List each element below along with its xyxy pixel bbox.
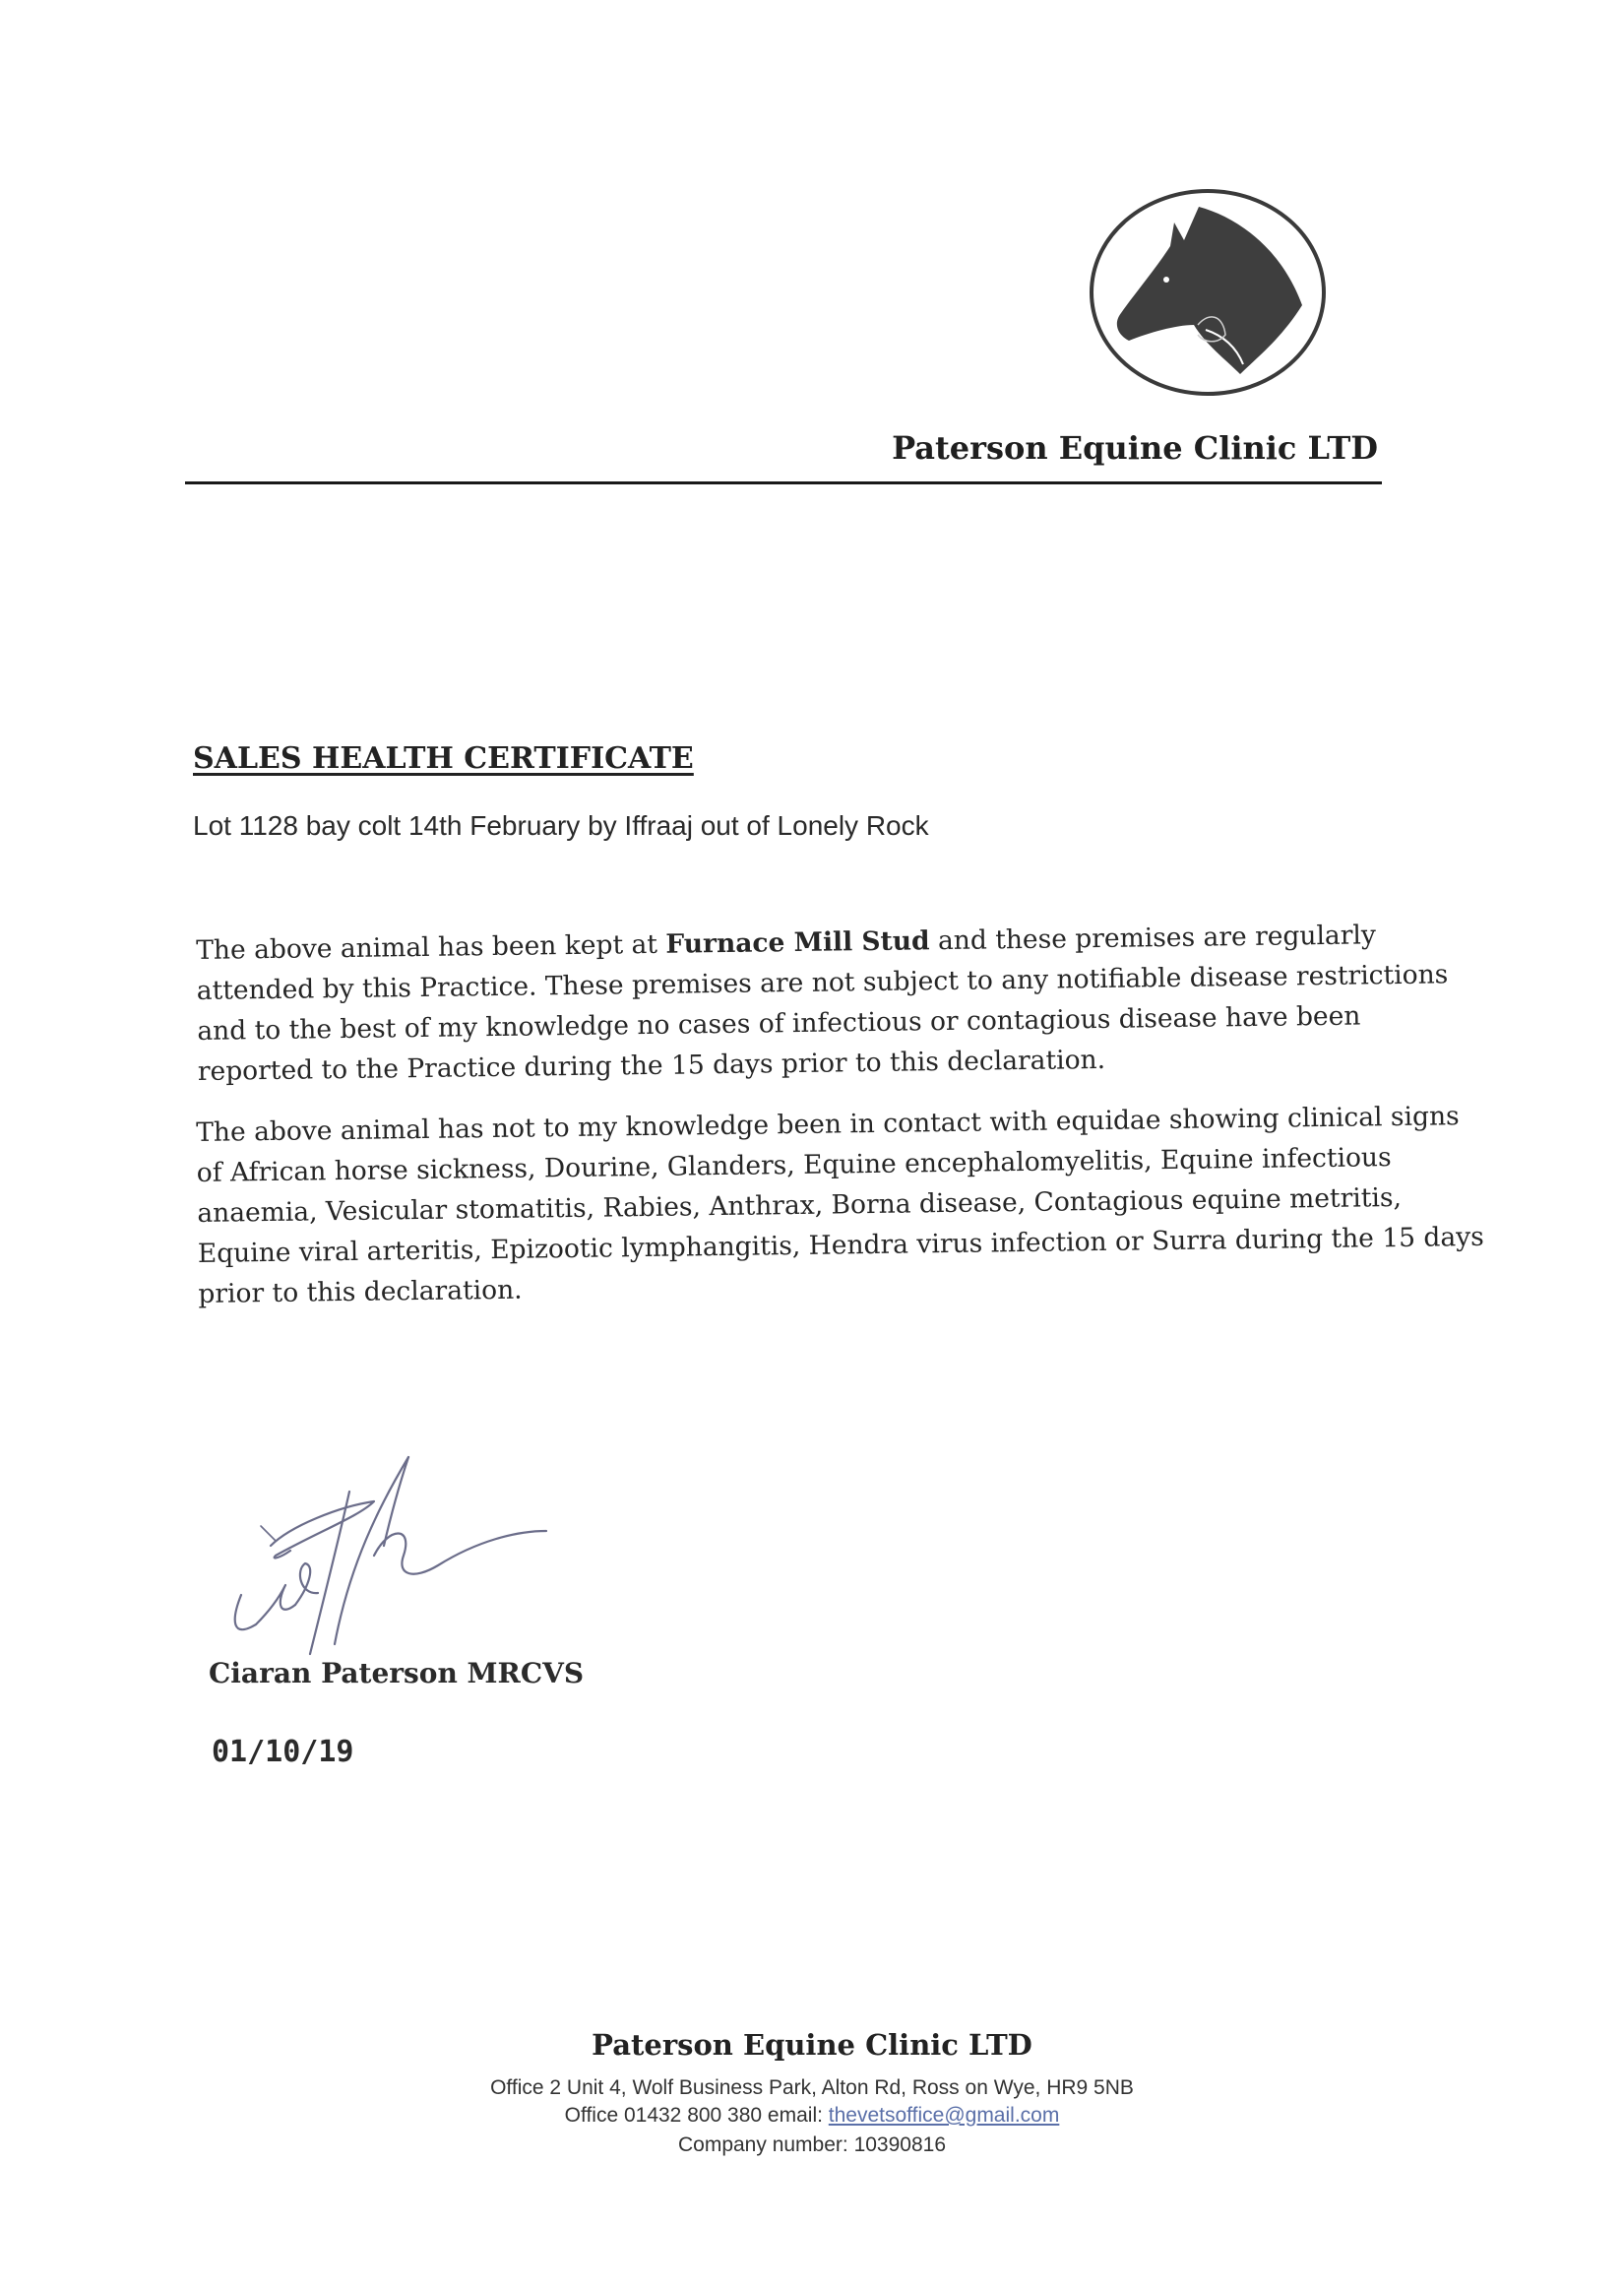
footer-address: Office 2 Unit 4, Wolf Business Park, Alton Rd, Ross on Wye, HR9 5NB	[490, 2076, 1134, 2099]
lot-description: Lot 1128 bay colt 14th February by Iffraaj out of Lonely Rock	[193, 810, 929, 841]
paragraph-line: reported to the Practice during the 15 days prior to this declaration.	[197, 1044, 1106, 1087]
footer-contact	[0, 2104, 1624, 2128]
paragraph-line: of African horse sickness, Dourine, Glanders, Equine encephalomyelitis, Equine infectious	[196, 1142, 1392, 1188]
footer-company-name: Paterson Equine Clinic LTD	[592, 2028, 1032, 2062]
email-link[interactable]: thevetsoffice@gmail.com	[828, 2104, 1060, 2127]
header-divider	[185, 481, 1382, 484]
signature	[202, 1447, 645, 1664]
signatory-name: Ciaran Paterson MRCVS	[209, 1657, 585, 1689]
paragraph-line: attended by this Practice. These premises are not subject to any notifiable disease restrictions	[196, 959, 1449, 1006]
footer-company-number: Company number: 10390816	[677, 2133, 946, 2156]
horse-head-icon	[1088, 187, 1329, 398]
certificate-title: SALES HEALTH CERTIFICATE	[193, 741, 694, 776]
text-fragment: The above animal has been kept at	[196, 928, 666, 966]
paragraph-line: anaemia, Vesicular stomatitis, Rabies, Anthrax, Borna disease, Contagious equine metritis,	[197, 1181, 1403, 1229]
paragraph-line: prior to this declaration.	[198, 1274, 523, 1309]
paragraph-line: Equine viral arteritis, Epizootic lymphangitis, Hendra virus infection or Surra during the 15 days	[197, 1221, 1484, 1269]
footer-phone: Office 01432 800 380 email:	[564, 2104, 829, 2127]
signature-date: 01/10/19	[212, 1735, 354, 1769]
paragraph-line: and to the best of my knowledge no cases of infectious or contagious disease have been	[197, 1000, 1361, 1047]
premises-name: Furnace Mill Stud	[665, 925, 930, 960]
paragraph-line: The above animal has not to my knowledge been in contact with equidae showing clinical signs	[196, 1101, 1460, 1148]
premises-paragraph	[196, 915, 1449, 1092]
text-fragment: and these premises are regularly	[929, 920, 1377, 957]
disease-declaration-paragraph	[196, 1097, 1484, 1314]
company-name-heading: Paterson Equine Clinic LTD	[892, 429, 1378, 467]
